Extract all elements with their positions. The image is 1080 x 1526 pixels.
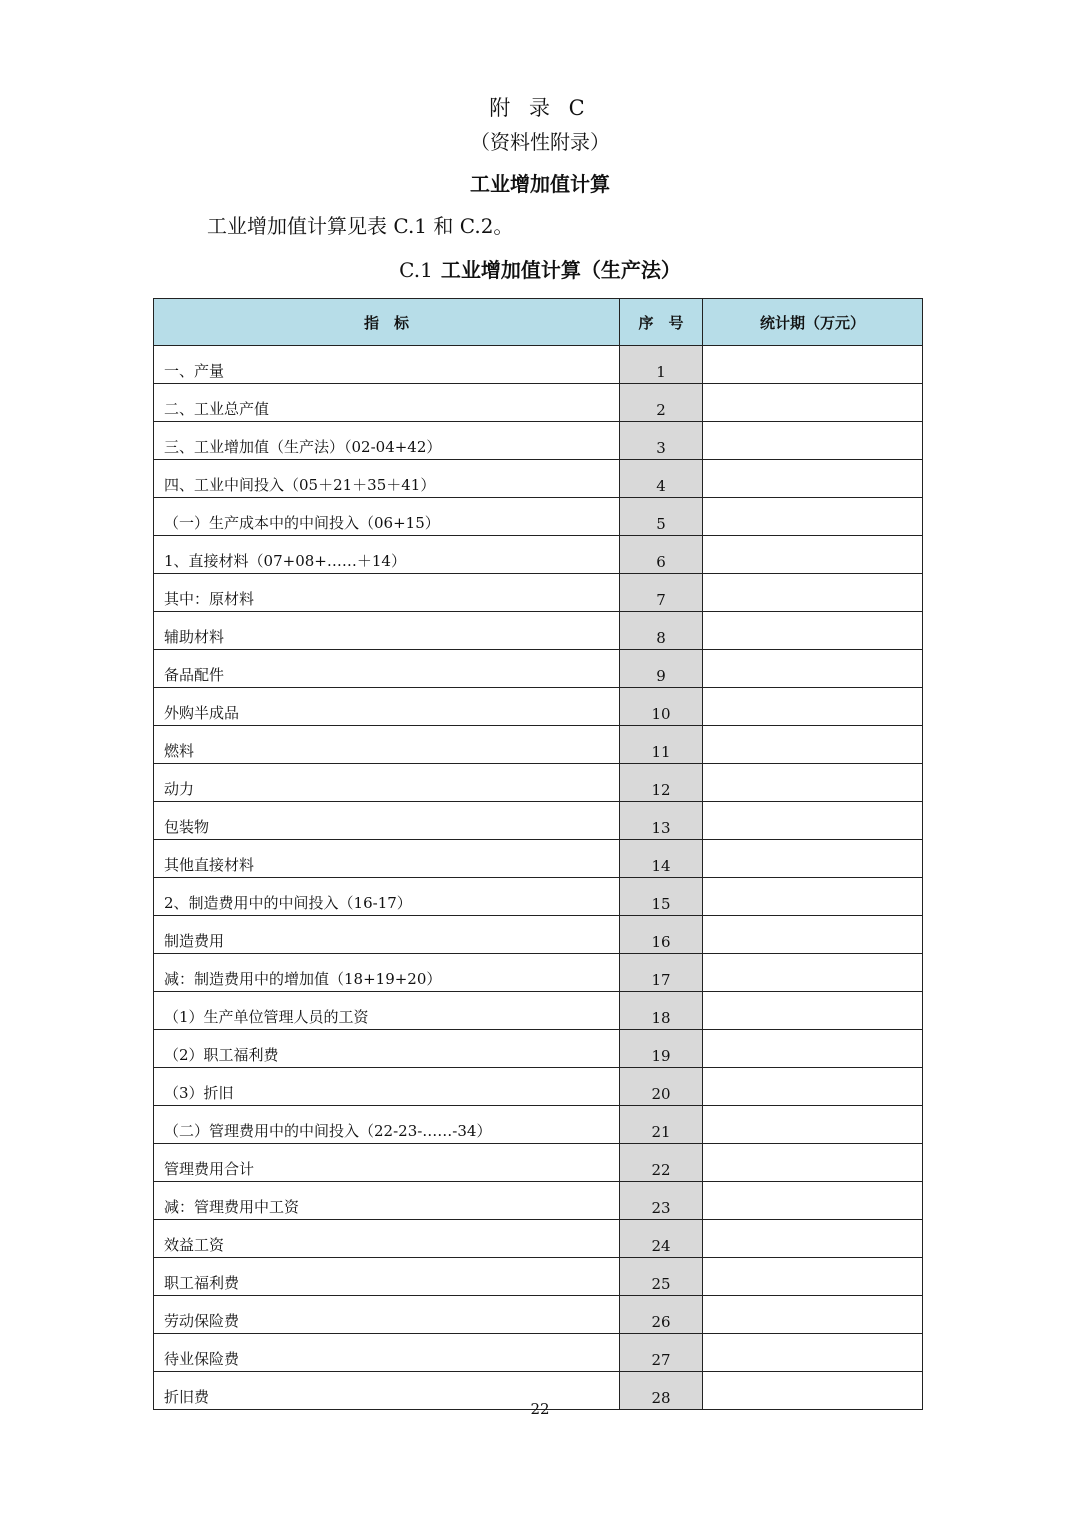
row-label: 外购半成品 bbox=[154, 688, 620, 726]
row-value-cell[interactable] bbox=[703, 726, 923, 764]
row-label: 待业保险费 bbox=[154, 1334, 620, 1372]
row-label: 一、产量 bbox=[154, 346, 620, 384]
row-label: 其中：原材料 bbox=[154, 574, 620, 612]
row-sequence: 24 bbox=[620, 1220, 703, 1258]
row-value-cell[interactable] bbox=[703, 992, 923, 1030]
row-sequence: 1 bbox=[620, 346, 703, 384]
row-label: （1）生产单位管理人员的工资 bbox=[154, 992, 620, 1030]
page-number: 22 bbox=[530, 1400, 550, 1418]
row-sequence: 21 bbox=[620, 1106, 703, 1144]
table-row bbox=[154, 650, 923, 688]
row-sequence: 14 bbox=[620, 840, 703, 878]
row-value-cell[interactable] bbox=[703, 688, 923, 726]
row-value-cell[interactable] bbox=[703, 878, 923, 916]
appendix-title: 附 录 C bbox=[489, 96, 591, 120]
row-value-cell[interactable] bbox=[703, 1258, 923, 1296]
row-sequence: 2 bbox=[620, 384, 703, 422]
table-row bbox=[154, 764, 923, 802]
row-label: 职工福利费 bbox=[154, 1258, 620, 1296]
row-label: 减：管理费用中工资 bbox=[154, 1182, 620, 1220]
table-row bbox=[154, 916, 923, 954]
table-row bbox=[154, 1258, 923, 1296]
row-label: 其他直接材料 bbox=[154, 840, 620, 878]
row-label: 2、制造费用中的中间投入（16-17） bbox=[154, 878, 620, 916]
row-label: 三、工业增加值（生产法）（02-04+42） bbox=[154, 422, 620, 460]
table-row bbox=[154, 1068, 923, 1106]
row-sequence: 12 bbox=[620, 764, 703, 802]
row-sequence: 20 bbox=[620, 1068, 703, 1106]
row-sequence: 6 bbox=[620, 536, 703, 574]
table-row bbox=[154, 1334, 923, 1372]
row-sequence: 18 bbox=[620, 992, 703, 1030]
table-row bbox=[154, 878, 923, 916]
row-label: 二、工业总产值 bbox=[154, 384, 620, 422]
row-value-cell[interactable] bbox=[703, 650, 923, 688]
row-sequence: 15 bbox=[620, 878, 703, 916]
table-row bbox=[154, 1182, 923, 1220]
row-value-cell[interactable] bbox=[703, 954, 923, 992]
row-label: （2）职工福利费 bbox=[154, 1030, 620, 1068]
table-row bbox=[154, 954, 923, 992]
table-row bbox=[154, 802, 923, 840]
row-value-cell[interactable] bbox=[703, 422, 923, 460]
row-value-cell[interactable] bbox=[703, 574, 923, 612]
row-sequence: 23 bbox=[620, 1182, 703, 1220]
table-row bbox=[154, 1144, 923, 1182]
row-value-cell[interactable] bbox=[703, 460, 923, 498]
appendix-subtitle: （资料性附录） bbox=[470, 130, 610, 154]
row-label: 动力 bbox=[154, 764, 620, 802]
row-label: 制造费用 bbox=[154, 916, 620, 954]
row-sequence: 7 bbox=[620, 574, 703, 612]
table-row bbox=[154, 1030, 923, 1068]
row-value-cell[interactable] bbox=[703, 1334, 923, 1372]
table-row bbox=[154, 574, 923, 612]
table-row bbox=[154, 1296, 923, 1334]
row-value-cell[interactable] bbox=[703, 1144, 923, 1182]
row-label: 管理费用合计 bbox=[154, 1144, 620, 1182]
row-value-cell[interactable] bbox=[703, 1220, 923, 1258]
row-label: 效益工资 bbox=[154, 1220, 620, 1258]
row-label: 劳动保险费 bbox=[154, 1296, 620, 1334]
row-value-cell[interactable] bbox=[703, 1182, 923, 1220]
table-row bbox=[154, 460, 923, 498]
row-label: 燃料 bbox=[154, 726, 620, 764]
table-row bbox=[154, 384, 923, 422]
table-row bbox=[154, 612, 923, 650]
table-row bbox=[154, 1220, 923, 1258]
table-row bbox=[154, 992, 923, 1030]
row-label: （3）折旧 bbox=[154, 1068, 620, 1106]
row-value-cell[interactable] bbox=[703, 384, 923, 422]
row-label: （二）管理费用中的中间投入（22-23-……-34） bbox=[154, 1106, 620, 1144]
row-sequence: 9 bbox=[620, 650, 703, 688]
row-value-cell[interactable] bbox=[703, 1106, 923, 1144]
row-sequence: 27 bbox=[620, 1334, 703, 1372]
row-value-cell[interactable] bbox=[703, 498, 923, 536]
row-label: （一）生产成本中的中间投入（06+15） bbox=[154, 498, 620, 536]
row-label: 减：制造费用中的增加值（18+19+20） bbox=[154, 954, 620, 992]
table-row bbox=[154, 536, 923, 574]
row-value-cell[interactable] bbox=[703, 346, 923, 384]
row-sequence: 17 bbox=[620, 954, 703, 992]
row-label: 备品配件 bbox=[154, 650, 620, 688]
table-row bbox=[154, 422, 923, 460]
row-value-cell[interactable] bbox=[703, 1296, 923, 1334]
table-row bbox=[154, 1106, 923, 1144]
table-header-row bbox=[154, 299, 923, 346]
row-label: 四、工业中间投入（05＋21＋35＋41） bbox=[154, 460, 620, 498]
row-value-cell[interactable] bbox=[703, 612, 923, 650]
row-label: 辅助材料 bbox=[154, 612, 620, 650]
row-sequence: 4 bbox=[620, 460, 703, 498]
row-value-cell[interactable] bbox=[703, 536, 923, 574]
row-value-cell[interactable] bbox=[703, 764, 923, 802]
intro-paragraph: 工业增加值计算见表 C.1 和 C.2。 bbox=[207, 214, 514, 238]
table-row bbox=[154, 840, 923, 878]
row-value-cell[interactable] bbox=[703, 1068, 923, 1106]
table-row bbox=[154, 346, 923, 384]
row-sequence: 13 bbox=[620, 802, 703, 840]
table-caption bbox=[0, 254, 1080, 283]
row-sequence: 19 bbox=[620, 1030, 703, 1068]
table-caption-text: 工业增加值计算（生产法） bbox=[440, 258, 681, 282]
row-label: 包装物 bbox=[154, 802, 620, 840]
row-value-cell[interactable] bbox=[703, 916, 923, 954]
row-sequence: 25 bbox=[620, 1258, 703, 1296]
row-sequence: 11 bbox=[620, 726, 703, 764]
header-sequence: 序 号 bbox=[620, 299, 703, 346]
indicator-table bbox=[153, 298, 923, 1410]
row-sequence: 3 bbox=[620, 422, 703, 460]
table-row bbox=[154, 726, 923, 764]
row-sequence: 8 bbox=[620, 612, 703, 650]
row-value-cell[interactable] bbox=[703, 840, 923, 878]
row-label: 折旧费 bbox=[154, 1372, 620, 1410]
row-value-cell[interactable] bbox=[703, 802, 923, 840]
table-row bbox=[154, 498, 923, 536]
row-sequence: 28 bbox=[620, 1372, 703, 1410]
row-label: 1、直接材料（07+08+……＋14） bbox=[154, 536, 620, 574]
table-row bbox=[154, 688, 923, 726]
row-sequence: 16 bbox=[620, 916, 703, 954]
header-period-value: 统计期（万元） bbox=[703, 299, 923, 346]
row-sequence: 26 bbox=[620, 1296, 703, 1334]
row-sequence: 5 bbox=[620, 498, 703, 536]
row-sequence: 22 bbox=[620, 1144, 703, 1182]
table-caption-number: C.1 bbox=[399, 258, 433, 282]
header-indicator: 指 标 bbox=[154, 299, 620, 346]
section-title: 工业增加值计算 bbox=[470, 172, 610, 196]
row-sequence: 10 bbox=[620, 688, 703, 726]
row-value-cell[interactable] bbox=[703, 1030, 923, 1068]
